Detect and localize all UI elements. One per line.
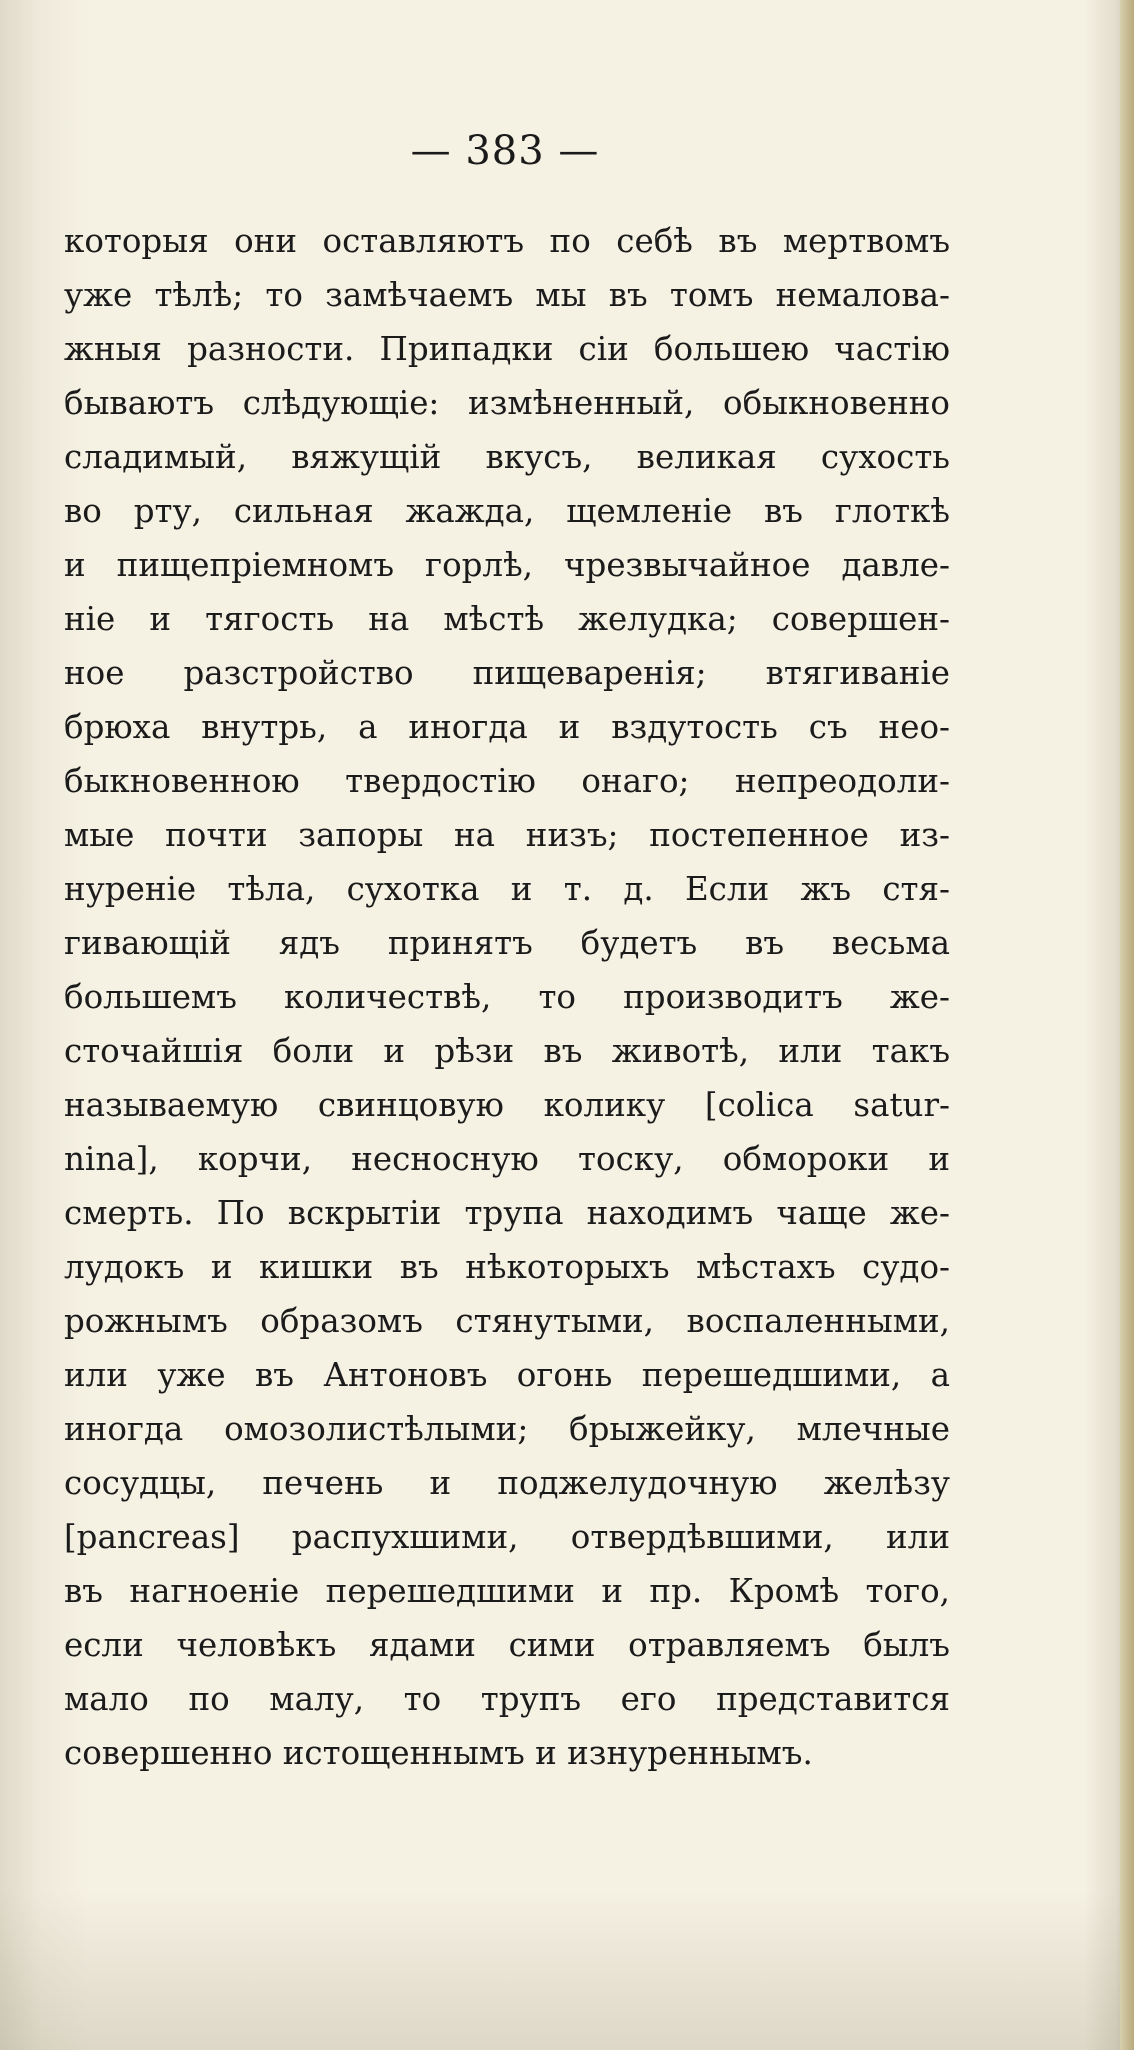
text-line: во рту, сильная жажда, щемленіе въ глоткѣ: [64, 492, 950, 530]
text-line: иногда омозолистѣлыми; брыжейку, млечные: [64, 1410, 950, 1448]
text-line: быкновенною твердостію онаго; непреодоли-: [64, 762, 950, 800]
text-line: въ нагноеніе перешедшими и пр. Кромѣ того,: [64, 1572, 950, 1610]
text-line: nina], корчи, несносную тоску, обмороки и: [64, 1140, 950, 1178]
text-line: сладимый, вяжущій вкусъ, великая сухость: [64, 438, 950, 476]
text-line: и пищепріемномъ горлѣ, чрезвычайное давле-: [64, 546, 950, 584]
text-line: мало по малу, то трупъ его представится: [64, 1680, 950, 1718]
text-line: бываютъ слѣдующіе: измѣненный, обыкновенно: [64, 384, 950, 422]
text-line: ное разстройство пищеваренія; втягиваніе: [64, 654, 950, 692]
text-line: гивающій ядъ принятъ будетъ въ весьма: [64, 924, 950, 962]
text-line: брюха внутрь, а иногда и вздутость съ нео-: [64, 708, 950, 746]
text-line: уже тѣлѣ; то замѣчаемъ мы въ томъ немалова-: [64, 276, 950, 314]
text-line: называемую свинцовую колику [colica satur-: [64, 1086, 950, 1124]
page-edge: [1120, 0, 1134, 2050]
text-line: нуреніе тѣла, сухотка и т. д. Если жъ стя-: [64, 870, 950, 908]
body-text: [64, 214, 950, 1780]
text-line: [pancreas] распухшими, отвердѣвшими, или: [64, 1518, 950, 1556]
text-line: мые почти запоры на низъ; постепенное из-: [64, 816, 950, 854]
text-line: которыя они оставляютъ по себѣ въ мертвомъ: [64, 222, 950, 260]
text-line: совершенно истощеннымъ и изнуреннымъ.: [64, 1734, 813, 1772]
text-line: ніе и тягость на мѣстѣ желудка; совершен-: [64, 600, 950, 638]
text-line: сосудцы, печень и поджелудочную желѣзу: [64, 1464, 950, 1502]
text-line: сточайшія боли и рѣзи въ животѣ, или такъ: [64, 1032, 950, 1070]
text-line: или уже въ Антоновъ огонь перешедшими, а: [64, 1356, 950, 1394]
text-line: рожнымъ образомъ стянутыми, воспаленными,: [64, 1302, 950, 1340]
text-line: жныя разности. Припадки сіи большею частію: [64, 330, 950, 368]
text-line: смерть. По вскрытіи трупа находимъ чаще же-: [64, 1194, 950, 1232]
page-number: — 383 —: [410, 128, 600, 174]
text-line: большемъ количествѣ, то производитъ же-: [64, 978, 950, 1016]
text-line: лудокъ и кишки въ нѣкоторыхъ мѣстахъ судо-: [64, 1248, 950, 1286]
text-line: если человѣкъ ядами сими отравляемъ былъ: [64, 1626, 950, 1664]
